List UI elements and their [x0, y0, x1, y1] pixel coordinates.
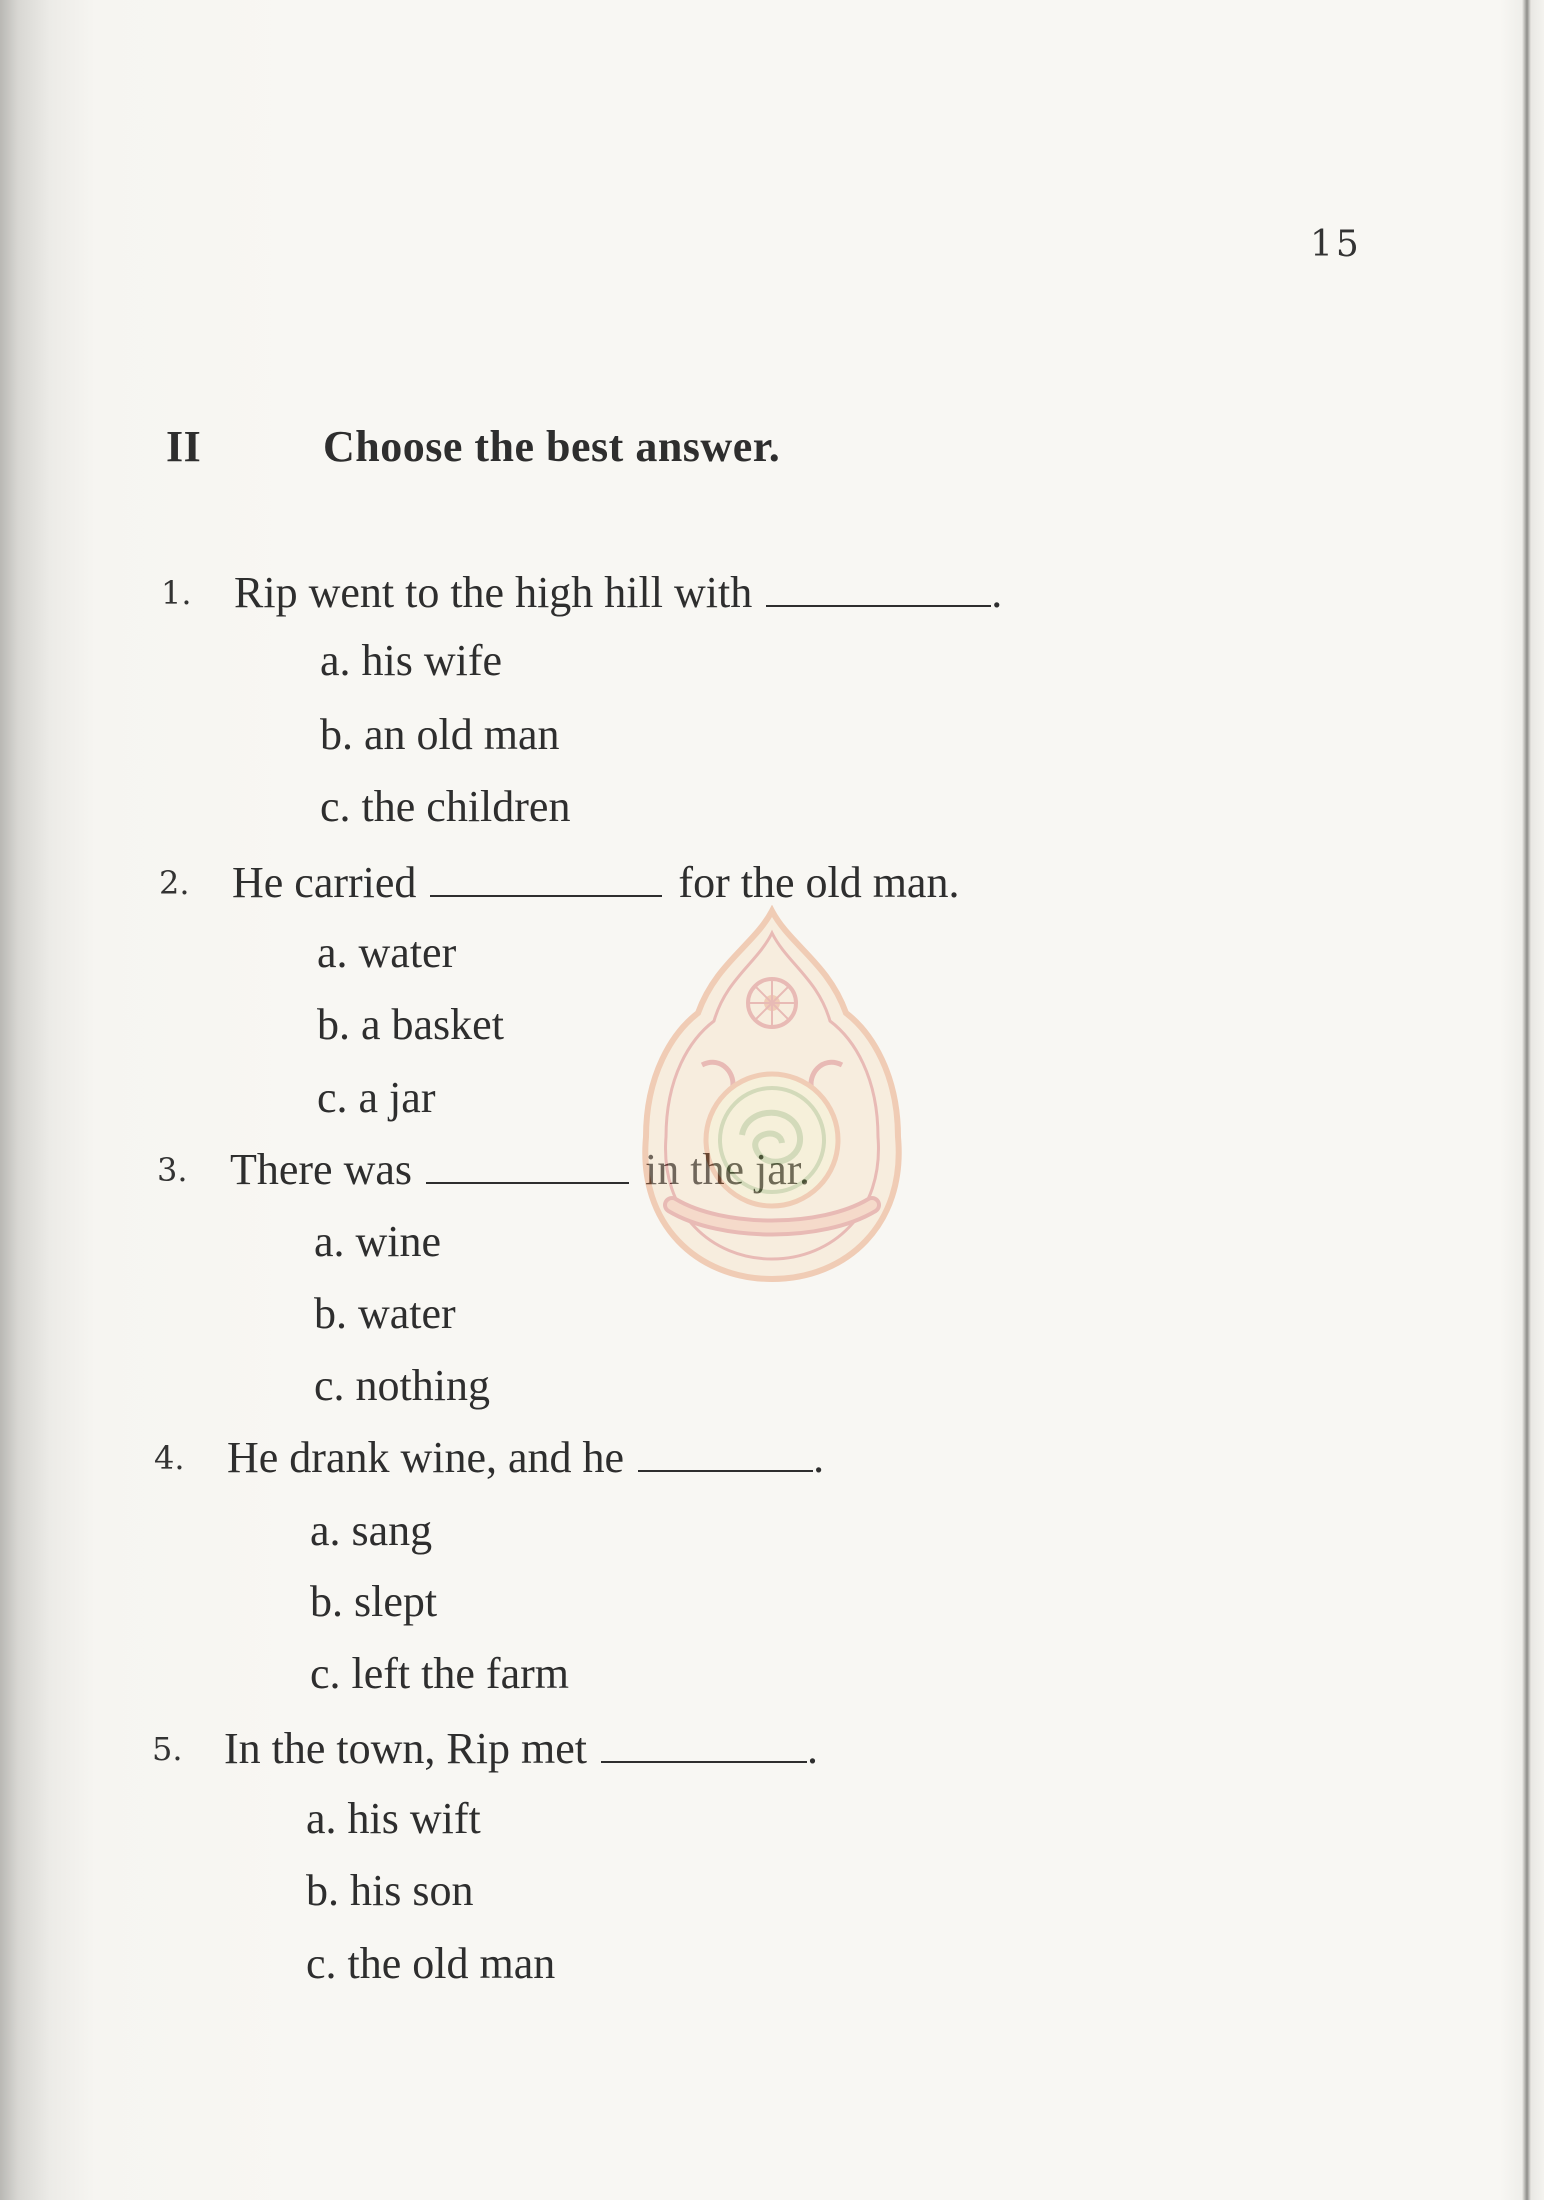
question-prompt [227, 1431, 824, 1485]
option-a: a. his wife [320, 636, 503, 685]
prompt-text-after: for the old man. [678, 858, 960, 907]
answer-blank [430, 859, 662, 897]
prompt-text-after: . [813, 1433, 825, 1482]
prompt-text-after: . [806, 1724, 818, 1773]
prompt-text: In the town, Rip met [224, 1724, 587, 1773]
prompt-text: He carried [232, 858, 417, 907]
question-number: 3. [157, 1151, 188, 1189]
question-number: 1. [161, 574, 192, 612]
option-c: c. a jar [317, 1073, 436, 1122]
question-prompt [234, 566, 1002, 620]
page-number: 15 [1310, 224, 1362, 265]
question-prompt [230, 1143, 810, 1197]
section-instruction: Choose the best answer. [323, 422, 781, 471]
prompt-text: He drank wine, and he [227, 1433, 625, 1482]
question-number: 2. [159, 864, 190, 902]
question-number: 4. [154, 1439, 185, 1477]
option-a: a. his wift [306, 1794, 481, 1843]
question-prompt [224, 1722, 818, 1776]
option-b: b. his son [306, 1866, 474, 1915]
option-a: a. water [317, 928, 457, 977]
option-c: c. left the farm [310, 1649, 569, 1698]
option-c: c. nothing [314, 1361, 490, 1410]
answer-blank [601, 1725, 807, 1763]
question-number: 5. [152, 1730, 183, 1768]
answer-blank [426, 1146, 629, 1184]
option-b: b. slept [310, 1577, 438, 1626]
prompt-text-after: . [991, 568, 1003, 617]
option-a: a. wine [314, 1217, 442, 1266]
option-b: b. water [314, 1289, 456, 1338]
option-a: a. sang [310, 1506, 433, 1555]
prompt-text: There was [230, 1145, 413, 1194]
answer-blank [638, 1434, 813, 1472]
prompt-text: Rip went to the high hill with [234, 568, 753, 617]
option-b: b. an old man [320, 710, 560, 759]
government-seal-watermark-icon [632, 905, 912, 1285]
option-c: c. the children [320, 782, 571, 831]
answer-blank [766, 569, 991, 607]
section-numeral: II [166, 422, 202, 471]
question-prompt [232, 856, 959, 910]
option-c: c. the old man [306, 1939, 556, 1988]
option-b: b. a basket [317, 1000, 504, 1049]
prompt-text-after: in the jar. [645, 1145, 810, 1194]
